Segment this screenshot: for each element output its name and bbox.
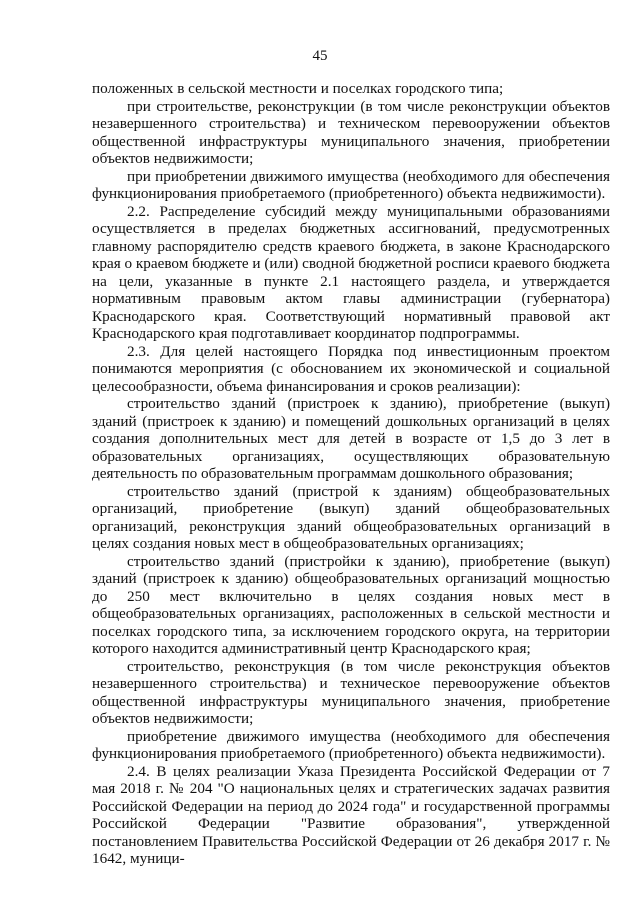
paragraph-4: 2.2. Распределение субсидий между муниципальными образованиями осуществляется в пределах бюджетных ассигнований, предусмотренных главному распорядителю средств краевого бюджета, в законе Краснодарского края о краевом бюджете и (или) сводной бюджетной росписи краевого бюджета на цели, указанные в пункте 2.1 настоящего раздела, и утверждается нормативным правовым актом главы администрации (губернатора) Краснодарского края. Соответствующий нормативный правовой акт Краснодарского края подготавливает координатор подпрограммы. (92, 202, 610, 342)
paragraph-7: строительство зданий (пристрой к зданиям) общеобразовательных организаций, приобретение (выкуп) зданий общеобразовательных организаций, реконструкция зданий общеобразовательных организаций в целях создания новых мест в общеобразовательных организациях; (92, 482, 610, 552)
paragraph-11: 2.4. В целях реализации Указа Президента Российской Федерации от 7 мая 2018 г. № 204 "О национальных целях и стратегических задачах развития Российской Федерации на период до 2024 года" и государственной программы Российской Федерации "Развитие образования", утвержденной постановлением Правительства Российской Федерации от 26 декабря 2017 г. № 1642, муници- (92, 762, 610, 867)
document-body (92, 80, 610, 868)
paragraph-8: строительство зданий (пристройки к зданию), приобретение (выкуп) зданий (пристроек к зданию) общеобразовательных организаций мощностью до 250 мест включительно в целях создания новых мест в общеобразовательных организациях, расположенных в сельской местности и поселках городского типа, за исключением городского округа, на территории которого находится административный центр Краснодарского края; (92, 552, 610, 657)
paragraph-6: строительство зданий (пристроек к зданию), приобретение (выкуп) зданий (пристроек к зданию) и помещений дошкольных организаций в целях создания дополнительных мест для детей в возрасте от 1,5 до 3 лет в образовательных организациях, осуществляющих образовательную деятельность по образовательным программам дошкольного образования; (92, 395, 610, 482)
paragraph-10: приобретение движимого имущества (необходимого для обеспечения функционирования приобретаемого (приобретенного) объекта недвижимости). (92, 727, 610, 762)
paragraph-2: при строительстве, реконструкции (в том числе реконструкции объектов незавершенного строительства) и техническом перевооружении объектов общественной инфраструктуры муниципального значения, приобретении объектов недвижимости; (92, 97, 610, 167)
paragraph-5: 2.3. Для целей настоящего Порядка под инвестиционным проектом понимаются мероприятия (с обоснованием их экономической и социальной целесообразности, объема финансирования и сроков реализации): (92, 342, 610, 395)
page-number: 45 (312, 48, 328, 64)
paragraph-1: положенных в сельской местности и поселках городского типа; (92, 80, 504, 97)
paragraph-3: при приобретении движимого имущества (необходимого для обеспечения функционирования приобретаемого (приобретенного) объекта недвижимости). (92, 167, 610, 202)
paragraph-9: строительство, реконструкция (в том числе реконструкция объектов незавершенного строительства) и техническое перевооружение объектов общественной инфраструктуры муниципального значения, приобретение объектов недвижимости; (92, 657, 610, 727)
